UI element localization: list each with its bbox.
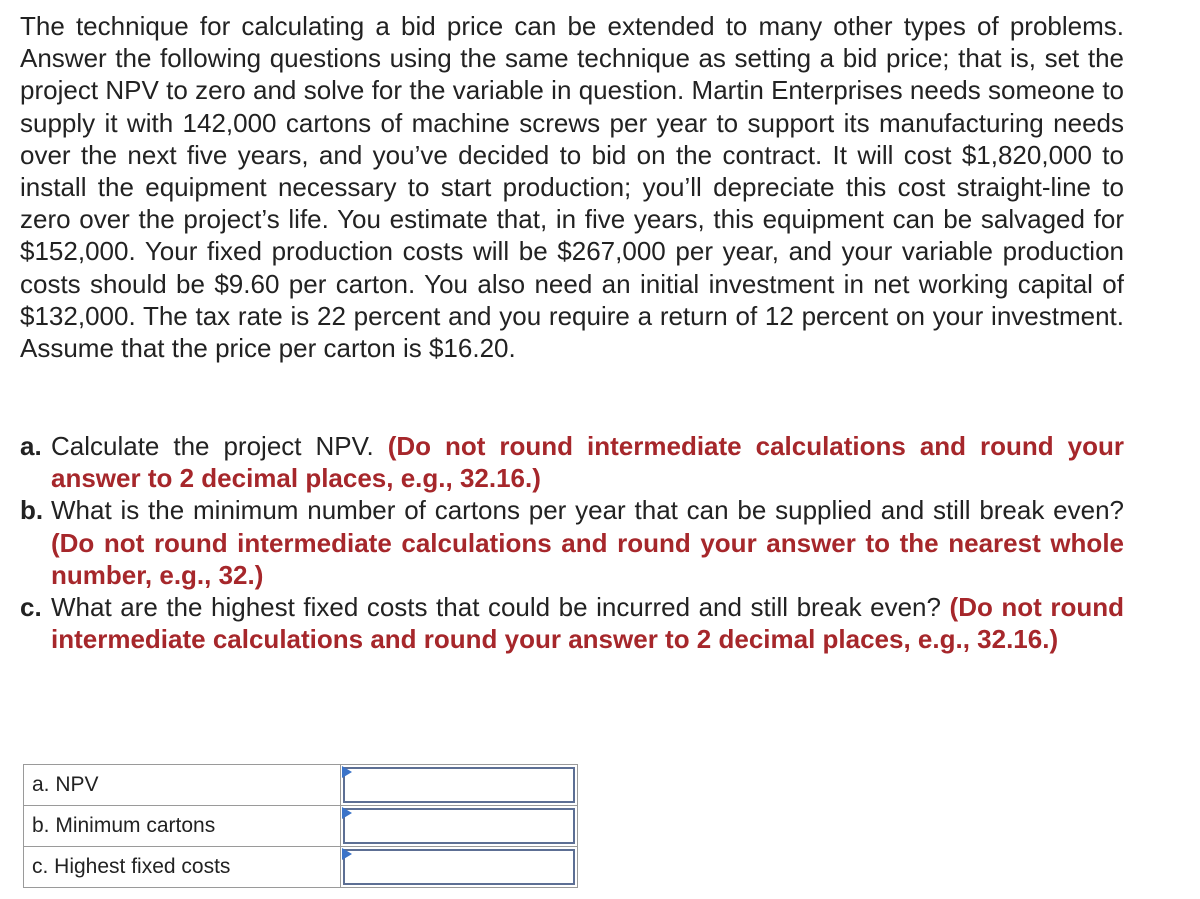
- answer-marker-icon: [342, 807, 352, 819]
- answer-row-highest-fixed-costs: [24, 847, 578, 888]
- rounding-instruction: (Do not round intermediate calculations and round your answer to the nearest whole number, e.g., 32.): [51, 527, 1124, 590]
- answer-label: c. Highest fixed costs: [24, 847, 341, 888]
- question-letter: a.: [20, 431, 42, 461]
- question-text: What are the highest fixed costs that could be incurred and still break even?: [51, 592, 941, 623]
- question-c: [20, 591, 1124, 655]
- question-a: [20, 430, 1124, 494]
- answer-marker-icon: [342, 848, 352, 860]
- answer-label: a. NPV: [24, 765, 341, 806]
- answer-cell: [341, 806, 578, 847]
- rounding-instruction: (Do not round intermediate calculations and round your answer to 2 decimal places, e.g., 32.16.): [51, 592, 1124, 655]
- question-text: What is the minimum number of cartons per year that can be supplied and still break even?: [51, 495, 1124, 526]
- question-b: [20, 494, 1124, 591]
- answer-table: [23, 764, 578, 888]
- problem-statement: The technique for calculating a bid price can be extended to many other types of problems. Answer the following questions using the same technique as setting a bid price; that is, set the project NPV to zero and solve for the variable in question. Martin Enterprises needs someone to supply it with 142,000 cartons of machine screws per year to support its manufacturing needs over the next five years, and you’ve decided to bid on the contract. It will cost $1,820,000 to install the equipment necessary to start production; you’ll depreciate this cost straight-line to zero over the project’s life. You estimate that, in five years, this equipment can be salvaged for $152,000. Your fixed production costs will be $267,000 per year, and your variable production costs should be $9.60 per carton. You also need an initial investment in net working capital of $132,000. The tax rate is 22 percent and you require a return of 12 percent on your investment. Assume that the price per carton is $16.20.: [20, 11, 1124, 364]
- answer-row-minimum-cartons: [24, 806, 578, 847]
- question-letter: c.: [20, 592, 42, 623]
- npv-input[interactable]: [343, 767, 575, 803]
- answer-label: b. Minimum cartons: [24, 806, 341, 847]
- answer-cell: [341, 847, 578, 888]
- question-text: Calculate the project NPV.: [51, 431, 374, 461]
- question-list: [20, 430, 1124, 655]
- answer-row-npv: [24, 765, 578, 806]
- answer-marker-icon: [342, 766, 352, 778]
- answer-cell: [341, 765, 578, 806]
- rounding-instruction: (Do not round intermediate calculations and round your answer to 2 decimal places, e.g., 32.16.): [51, 431, 1124, 494]
- minimum-cartons-input[interactable]: [343, 808, 575, 844]
- question-letter: b.: [20, 495, 44, 526]
- highest-fixed-costs-input[interactable]: [343, 849, 575, 885]
